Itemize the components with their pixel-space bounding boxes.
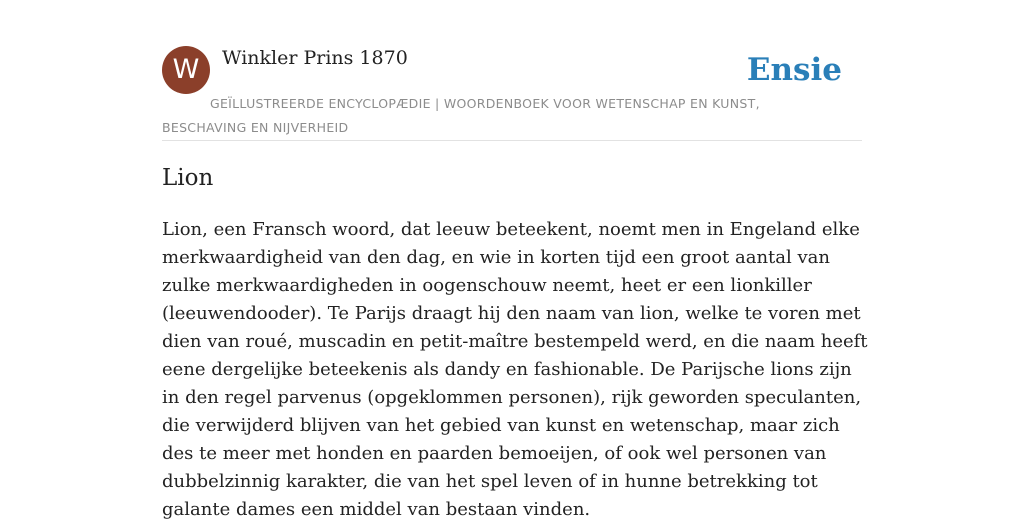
article-title: Lion [162, 165, 214, 191]
source-subtitle: GEÏLLUSTREERDE ENCYCLOPÆDIE | WOORDENBOEK VOOR WETENSCHAP EN KUNST, BESCHAVING EN NIJVERHEID [162, 96, 760, 135]
source-avatar[interactable]: W [162, 46, 210, 94]
source-title-link[interactable]: Winkler Prins 1870 [222, 47, 408, 69]
source-header [162, 46, 862, 141]
article-body: Lion, een Fransch woord, dat leeuw beteekent, noemt men in Engeland elke merkwaardigheid van den dag, en wie in korten tijd een groot aantal van zulke merkwaardigheden in oogenschouw neemt, heet er een lionkiller (leeuwendooder). Te Parijs draagt hij den naam van lion, welke te voren met dien van roué, muscadin en petit-maître bestempeld werd, en die naam heeft eene dergelijke beteekenis als dandy en fashionable. De Parijsche lions zijn in den regel parvenus (opgeklommen personen), rijk geworden speculanten, die verwijderd blijven van het gebied van kunst en wetenschap, maar zich des te meer met honden en paarden bemoeijen, of ook wel personen van dubbelzinnig karakter, die van het spel leven of in hunne betrekking tot galante dames een middel van bestaan vinden. [162, 219, 868, 520]
ensie-logo[interactable]: Ensie [746, 52, 842, 88]
